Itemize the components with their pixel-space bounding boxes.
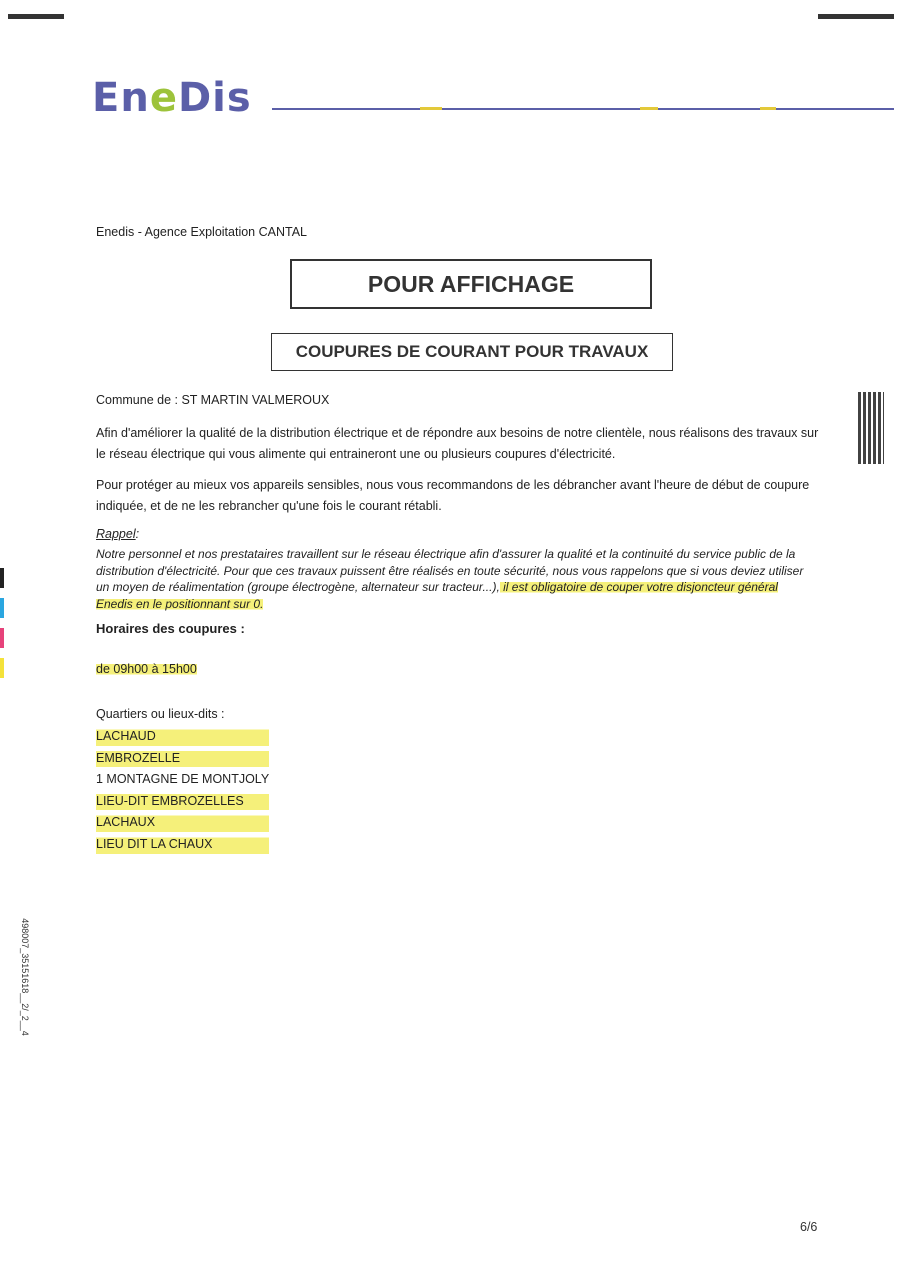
commune-line: Commune de : ST MARTIN VALMEROUX (96, 393, 330, 407)
scan-color-bar-cyan (0, 598, 4, 618)
advice-paragraph: Pour protéger au mieux vos appareils sensibles, nous vous recommandons de les débrancher avant l'heure de début de coupure indiquée, et de ne les rebrancher qu'une fois le courant rétabli. (96, 478, 810, 513)
hours-heading: Horaires des coupures : (96, 621, 245, 636)
reminder-heading (96, 527, 139, 541)
page-number: 6/6 (800, 1220, 818, 1234)
reminder-highlighted-text: il est obligatoire de couper votre disjoncteur général Enedis en le positionnant sur 0. (96, 580, 778, 611)
notice-title-box (271, 333, 673, 371)
scan-corner-mark-left (8, 14, 64, 19)
list-item: 1 MONTAGNE DE MONTJOLY (96, 772, 270, 787)
scan-color-bar-yellow (0, 658, 4, 678)
header-rule-accent (640, 107, 658, 110)
header-rule (272, 108, 894, 110)
places-list (96, 726, 269, 856)
enedis-logo (92, 76, 252, 120)
list-item: LACHAUX (96, 812, 269, 834)
logo-text-2: e (149, 75, 178, 121)
header-rule-accent (420, 107, 442, 110)
reminder-title: Rappel (96, 527, 136, 541)
scan-color-bar-magenta (0, 628, 4, 648)
list-item: LIEU DIT LA CHAUX (96, 834, 269, 856)
header-rule-accent (760, 107, 776, 110)
reminder-title-colon: : (135, 527, 140, 541)
reminder-body (96, 546, 808, 612)
list-item: EMBROZELLE (96, 748, 269, 770)
logo-text-3: Dis (177, 75, 252, 121)
agency-name: Enedis - Agence Exploitation CANTAL (96, 225, 307, 239)
posting-title: POUR AFFICHAGE (367, 270, 575, 297)
posting-title-box (290, 259, 652, 309)
notice-title: COUPURES DE COURANT POUR TRAVAUX (295, 342, 649, 361)
logo-text-1: En (92, 75, 150, 121)
list-item: LACHAUD (96, 726, 269, 748)
intro-paragraph: Afin d'améliorer la qualité de la distribution électrique et de répondre aux besoins de notre clientèle, nous réalisons des travaux sur le réseau électrique qui vous alimente qui entraineront une ou plusieurs coupures d'électricité. (96, 426, 819, 461)
scan-color-bar-black (0, 568, 4, 588)
scan-corner-mark-right (818, 14, 894, 19)
reminder-text: Notre personnel et nos prestataires travaillent sur le réseau électrique afin d'assurer la qualité et la continuité du service public de la distribution d'électricité. Pour que ces travaux puissent être réalisés en toute sécurité, nous vous rappelons que si vous deviez utiliser un moyen de réalimentation (groupe électrogène, alternateur sur tracteur...), (96, 547, 804, 594)
places-heading: Quartiers ou lieux-dits : (96, 707, 225, 721)
side-reference-number: 498007_35151618__2/_2__4 (19, 918, 30, 1036)
datamatrix-code-icon (858, 392, 884, 464)
list-item: LIEU-DIT EMBROZELLES (96, 791, 269, 813)
hours-value: de 09h00 à 15h00 (96, 662, 197, 676)
